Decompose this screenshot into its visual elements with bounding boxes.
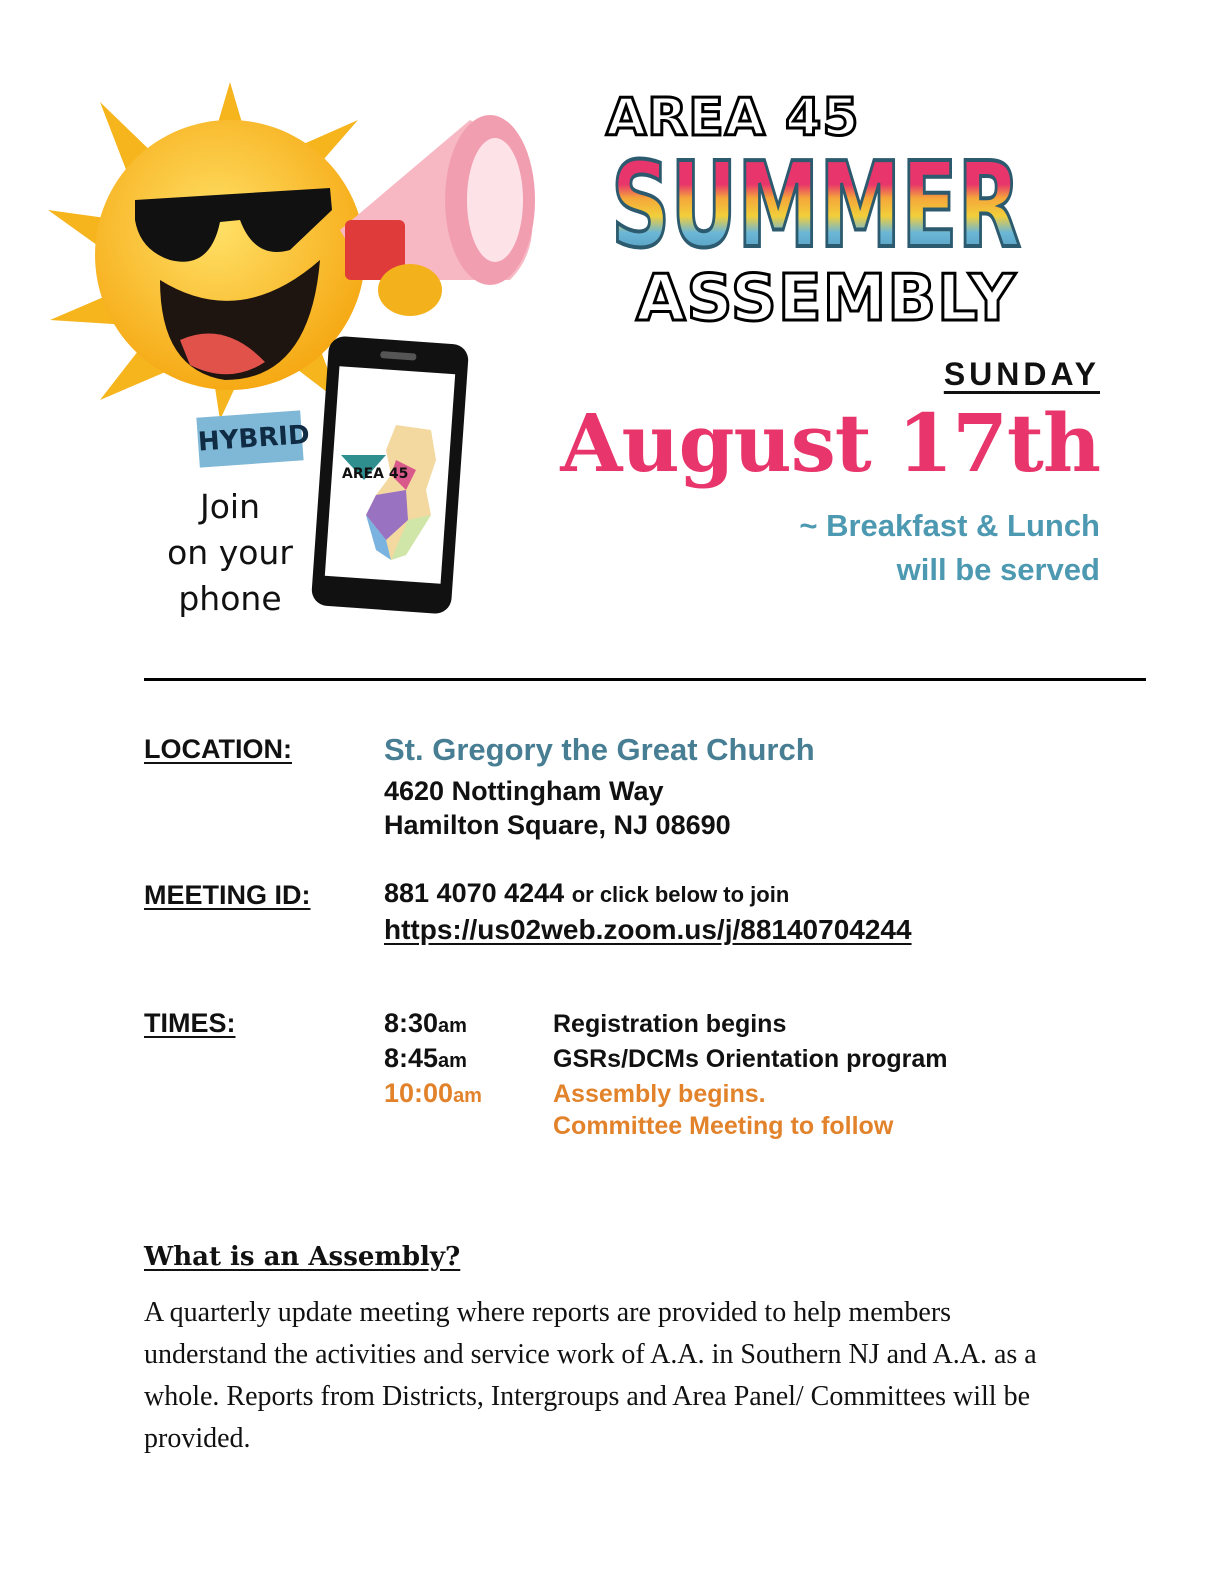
meeting-id: 881 4070 4244 — [384, 878, 565, 908]
title-summer — [606, 128, 1026, 274]
join-line-1: Join — [199, 487, 260, 526]
time-1-desc: Registration begins — [553, 1010, 787, 1038]
time-2-value: 8:45 — [384, 1043, 439, 1073]
phone-screen-logo: AREA 45 — [342, 466, 409, 482]
time-3 — [384, 1078, 482, 1109]
time-3-value: 10:00 — [384, 1078, 454, 1108]
food-note — [799, 504, 1100, 592]
nj-map-icon — [336, 420, 446, 570]
location-label: LOCATION: — [144, 734, 292, 764]
meeting-id-line — [384, 878, 789, 909]
meeting-note: or click below to join — [571, 882, 790, 907]
event-date: August 17th — [560, 396, 1100, 490]
time-1-value: 8:30 — [384, 1008, 439, 1038]
food-line-1: ~ Breakfast & Lunch — [799, 508, 1100, 543]
church-name: St. Gregory the Great Church — [384, 732, 815, 767]
about-text: A quarterly update meeting where reports are provided to help members understand the activities and service work of A.A. in Southern NJ and A.A. as a whole. Reports from Districts, Intergroups and Area Panel/ Committees will be provided. — [144, 1297, 1037, 1454]
time-3-suffix: am — [453, 1085, 482, 1107]
title-assembly: ASSEMBLY — [636, 262, 1017, 336]
title-area-45: AREA 45 — [606, 88, 860, 148]
summer-text: SUMMER — [611, 136, 1021, 274]
about-heading: What is an Assembly? — [144, 1242, 461, 1272]
time-1 — [384, 1008, 467, 1039]
divider — [144, 678, 1146, 681]
time-2 — [384, 1043, 467, 1074]
time-2-desc: GSRs/DCMs Orientation program — [553, 1045, 948, 1073]
city-address: Hamilton Square, NJ 08690 — [384, 810, 731, 840]
food-line-2: will be served — [896, 552, 1100, 587]
time-2-suffix: am — [438, 1050, 467, 1072]
time-3-desc: Assembly begins. — [553, 1080, 766, 1108]
meeting-id-label: MEETING ID: — [144, 880, 311, 910]
times-label: TIMES: — [144, 1008, 236, 1038]
street-address: 4620 Nottingham Way — [384, 776, 664, 806]
join-line-2: on your — [167, 533, 293, 572]
time-1-suffix: am — [438, 1015, 467, 1037]
time-3-desc-2: Committee Meeting to follow — [553, 1112, 894, 1140]
join-on-phone-text — [150, 484, 310, 622]
hybrid-badge: HYBRID — [196, 410, 303, 467]
event-day: SUNDAY — [943, 356, 1100, 392]
join-line-3: phone — [178, 579, 282, 618]
zoom-link[interactable]: https://us02web.zoom.us/j/88140704244 — [384, 914, 912, 945]
